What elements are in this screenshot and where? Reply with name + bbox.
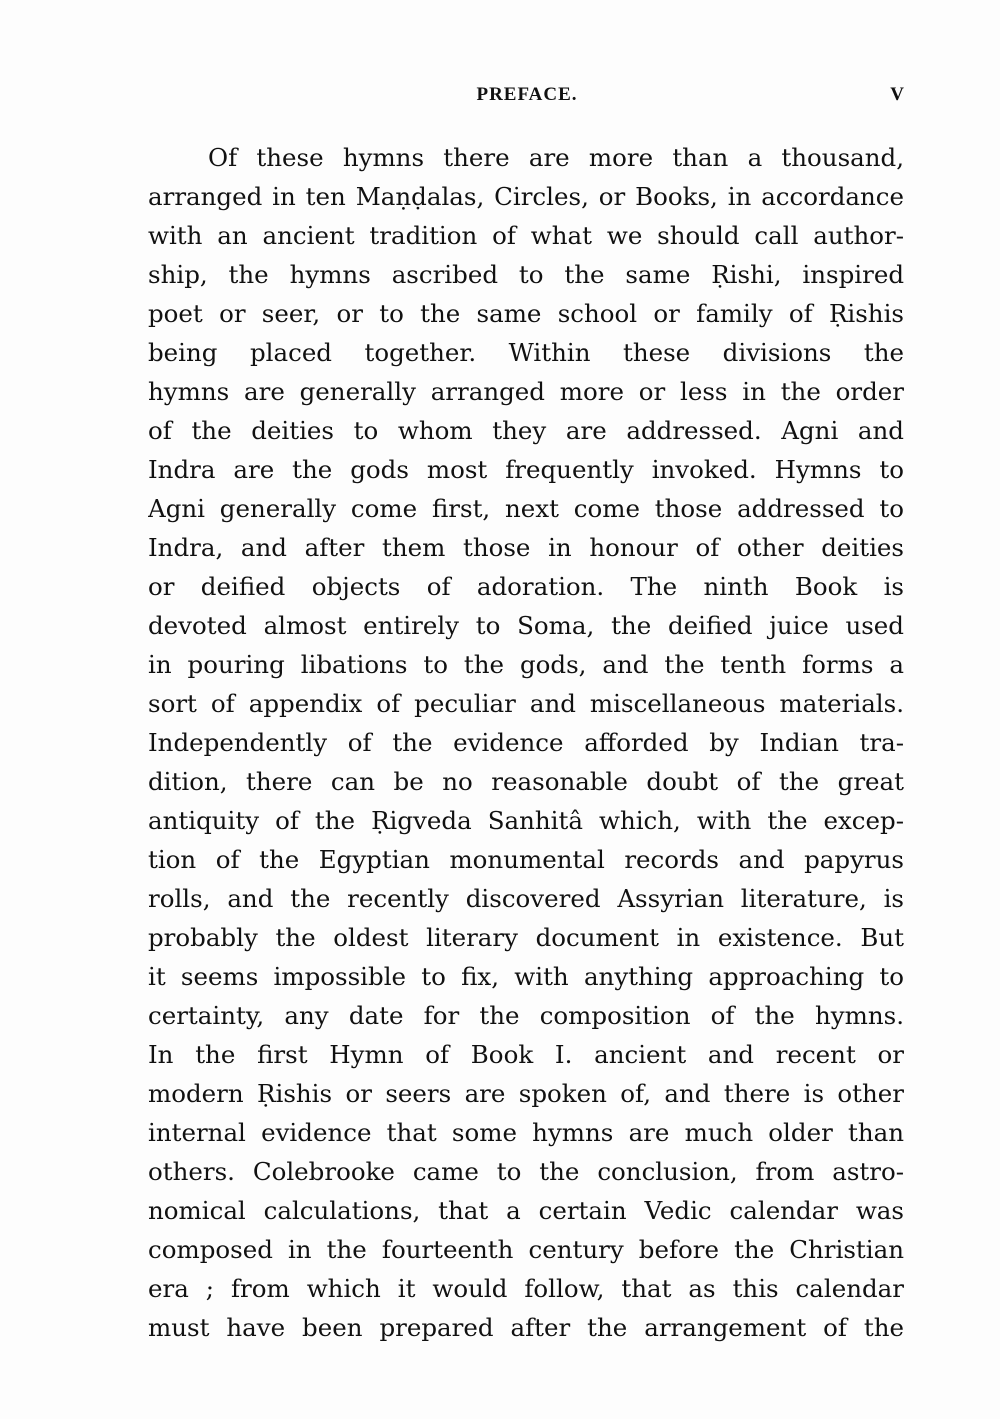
- text-line: sort of appendix of peculiar and miscellaneous materials.: [148, 689, 904, 718]
- text-line: being placed together. Within these divisions the: [148, 338, 904, 367]
- text-line: antiquity of the Ṛigveda Sanhitâ which, with the excep-: [148, 806, 904, 835]
- running-title: PREFACE.: [476, 84, 578, 105]
- text-line: Independently of the evidence afforded by Indian tra-: [148, 728, 904, 757]
- text-line: of the deities to whom they are addressed. Agni and: [148, 416, 904, 445]
- text-line: in pouring libations to the gods, and the tenth forms a: [148, 650, 904, 679]
- text-line: ship, the hymns ascribed to the same Ṛishi, inspired: [148, 260, 904, 289]
- text-line: arranged in ten Maṇḍalas, Circles, or Books, in accordance: [148, 182, 904, 211]
- text-line: it seems impossible to fix, with anything approaching to: [148, 962, 904, 991]
- text-line: dition, there can be no reasonable doubt of the great: [148, 767, 904, 796]
- text-line: devoted almost entirely to Soma, the deified juice used: [148, 611, 904, 640]
- text-line: others. Colebrooke came to the conclusion, from astro-: [148, 1157, 904, 1186]
- text-line: hymns are generally arranged more or less in the order: [148, 377, 904, 406]
- text-line: certainty, any date for the composition of the hymns.: [148, 1001, 904, 1030]
- text-line: with an ancient tradition of what we should call author-: [148, 221, 904, 250]
- text-line: nomical calculations, that a certain Vedic calendar was: [148, 1196, 904, 1225]
- text-line: era ; from which it would follow, that as this calendar: [148, 1274, 904, 1303]
- text-line: rolls, and the recently discovered Assyrian literature, is: [148, 884, 904, 913]
- text-line: Indra are the gods most frequently invoked. Hymns to: [148, 455, 904, 484]
- text-line: modern Ṛishis or seers are spoken of, and there is other: [148, 1079, 904, 1108]
- text-line: Indra, and after them those in honour of other deities: [148, 533, 904, 562]
- text-line: Agni generally come first, next come those addressed to: [148, 494, 904, 523]
- text-line: internal evidence that some hymns are much older than: [148, 1118, 904, 1147]
- page-number: V: [890, 84, 904, 105]
- body-paragraph: [148, 138, 904, 1347]
- running-head: [150, 84, 904, 108]
- text-line: Of these hymns there are more than a thousand,: [208, 143, 904, 172]
- text-line: composed in the fourteenth century before the Christian: [148, 1235, 904, 1264]
- text-line: probably the oldest literary document in existence. But: [148, 923, 904, 952]
- text-line: tion of the Egyptian monumental records and papyrus: [148, 845, 904, 874]
- text-line: In the first Hymn of Book I. ancient and recent or: [148, 1040, 904, 1069]
- text-line: poet or seer, or to the same school or family of Ṛishis: [148, 299, 904, 328]
- text-line: or deified objects of adoration. The ninth Book is: [148, 572, 904, 601]
- text-line: must have been prepared after the arrangement of the: [148, 1313, 904, 1342]
